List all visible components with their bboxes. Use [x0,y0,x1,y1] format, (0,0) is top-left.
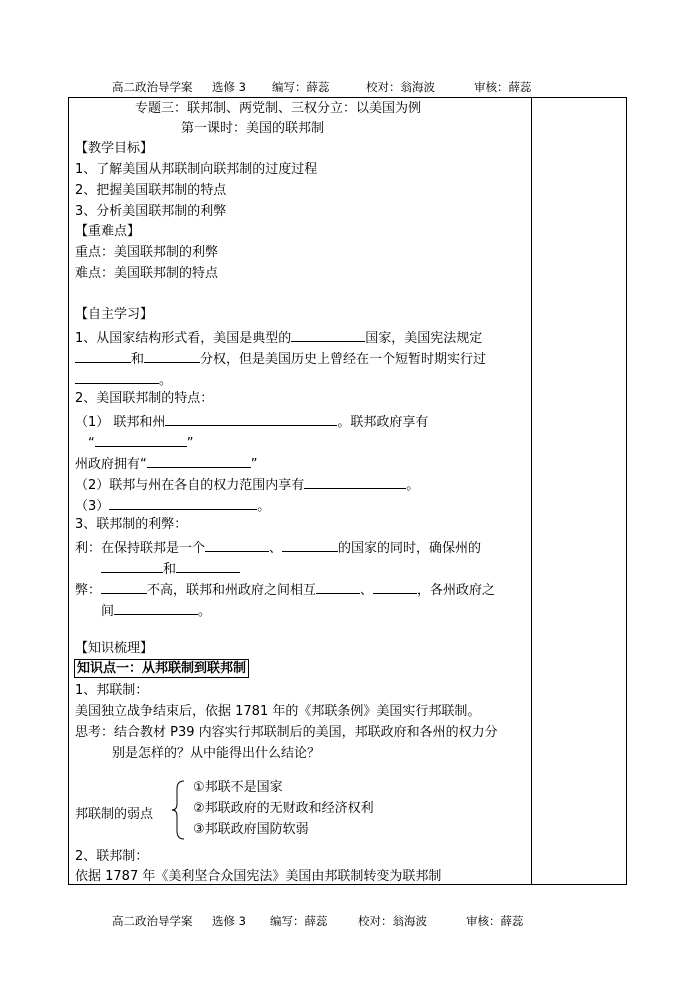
objectives-heading: 【教学目标】 [75,141,154,156]
blank[interactable] [176,558,240,573]
page-header [0,79,696,99]
page-footer [0,913,696,933]
blank[interactable] [114,600,198,615]
weakness-item: ②邦联政府的无财政和经济权利 [193,801,374,816]
question-2-3: （3） 。 [75,495,270,516]
table-divider [531,97,532,885]
blank[interactable] [304,474,406,489]
weakness-item: ①邦联不是国家 [193,780,283,795]
weakness-item: ③邦联政府国防软弱 [193,822,309,837]
blank[interactable] [101,579,147,594]
footer-proof: 校对：翁海波 [358,914,427,928]
footer-module: 选修 3 [212,914,246,928]
blank[interactable] [373,579,417,594]
blank[interactable] [205,537,269,552]
keypoint-focus: 重点：美国联邦制的利弊 [75,245,219,260]
question-2-2: （2）联邦与州在各自的权力范围内享有 。 [75,474,419,495]
header-module: 选修 3 [212,80,246,94]
blank[interactable] [109,495,257,510]
question-2-1-cont: “ ” [88,432,194,453]
question-2-1-state: 州政府拥有“ ” [75,453,258,474]
think-question-cont: 别是怎样的？从中能得出什么结论？ [112,746,321,761]
objective-item: 3、分析美国联邦制的利弊 [75,204,227,219]
knowledge-point-1: 知识点一：从邦联制到联邦制 [74,659,249,678]
blank[interactable] [291,327,365,342]
question-2-1: （1） 联邦和州 。联邦政府享有 [75,411,428,432]
question-3-cons: 弊： 不高，联邦和州政府之间相互 、 ，各州政府之 [75,579,495,600]
blank[interactable] [75,369,159,384]
question-1-line3: 。 [75,369,172,390]
blank[interactable] [144,348,200,363]
section-federation: 2、联邦制： [75,849,149,864]
weakness-label: 邦联制的弱点 [75,807,154,822]
blank[interactable] [95,432,187,447]
question-1-line2: 和 分权，但是美国历史上曾经在一个短暂时期实行过 [75,348,486,369]
question-3: 3、联邦制的利弊： [75,517,188,532]
question-3-pros: 利：在保持联邦是一个 、 的国家的同时，确保州的 [75,537,481,558]
question-3-cons-cont: 间 。 [101,600,211,621]
footer-doc: 高二政治导学案 [112,914,193,928]
blank[interactable] [147,453,251,468]
section-confederation: 1、邦联制： [75,683,149,698]
keypoints-heading: 【重难点】 [75,224,141,239]
objective-item: 1、了解美国从邦联制向联邦制的过度过程 [75,162,318,177]
federation-text: 依据 1787 年《美利坚合众国宪法》美国由邦联制转变为联邦制 [75,869,442,884]
lesson-title: 第一课时：美国的联邦制 [181,121,325,136]
question-2: 2、美国联邦制的特点： [75,391,214,406]
blank[interactable] [282,537,338,552]
header-doc: 高二政治导学案 [112,80,193,94]
footer-author: 编写：薛蕊 [270,914,328,928]
objective-item: 2、把握美国联邦制的特点 [75,183,227,198]
blank[interactable] [75,348,131,363]
keypoint-difficulty: 难点：美国联邦制的特点 [75,266,219,281]
footer-review: 审核：薛蕊 [466,914,524,928]
topic-title: 专题三：联邦制、两党制、三权分立：以美国为例 [135,101,422,116]
confederation-text: 美国独立战争结束后，依据 1781 年的《邦联条例》美国实行邦联制。 [75,704,481,719]
header-author: 编写：薛蕊 [272,80,330,94]
blank[interactable] [101,558,163,573]
question-1-line1: 1、从国家结构形式看，美国是典型的 国家，美国宪法规定 [75,327,482,348]
brace-icon [172,780,186,840]
header-review: 审核：薛蕊 [474,80,532,94]
blank[interactable] [165,411,337,426]
blank[interactable] [316,579,360,594]
knowledge-heading: 【知识梳理】 [75,641,154,656]
think-question: 思考：结合教材 P39 内容实行邦联制后的美国，邦联政府和各州的权力分 [75,725,498,740]
selfstudy-heading: 【自主学习】 [75,307,154,322]
question-3-pros-cont: 和 [101,558,240,579]
header-proof: 校对：翁海波 [366,80,435,94]
